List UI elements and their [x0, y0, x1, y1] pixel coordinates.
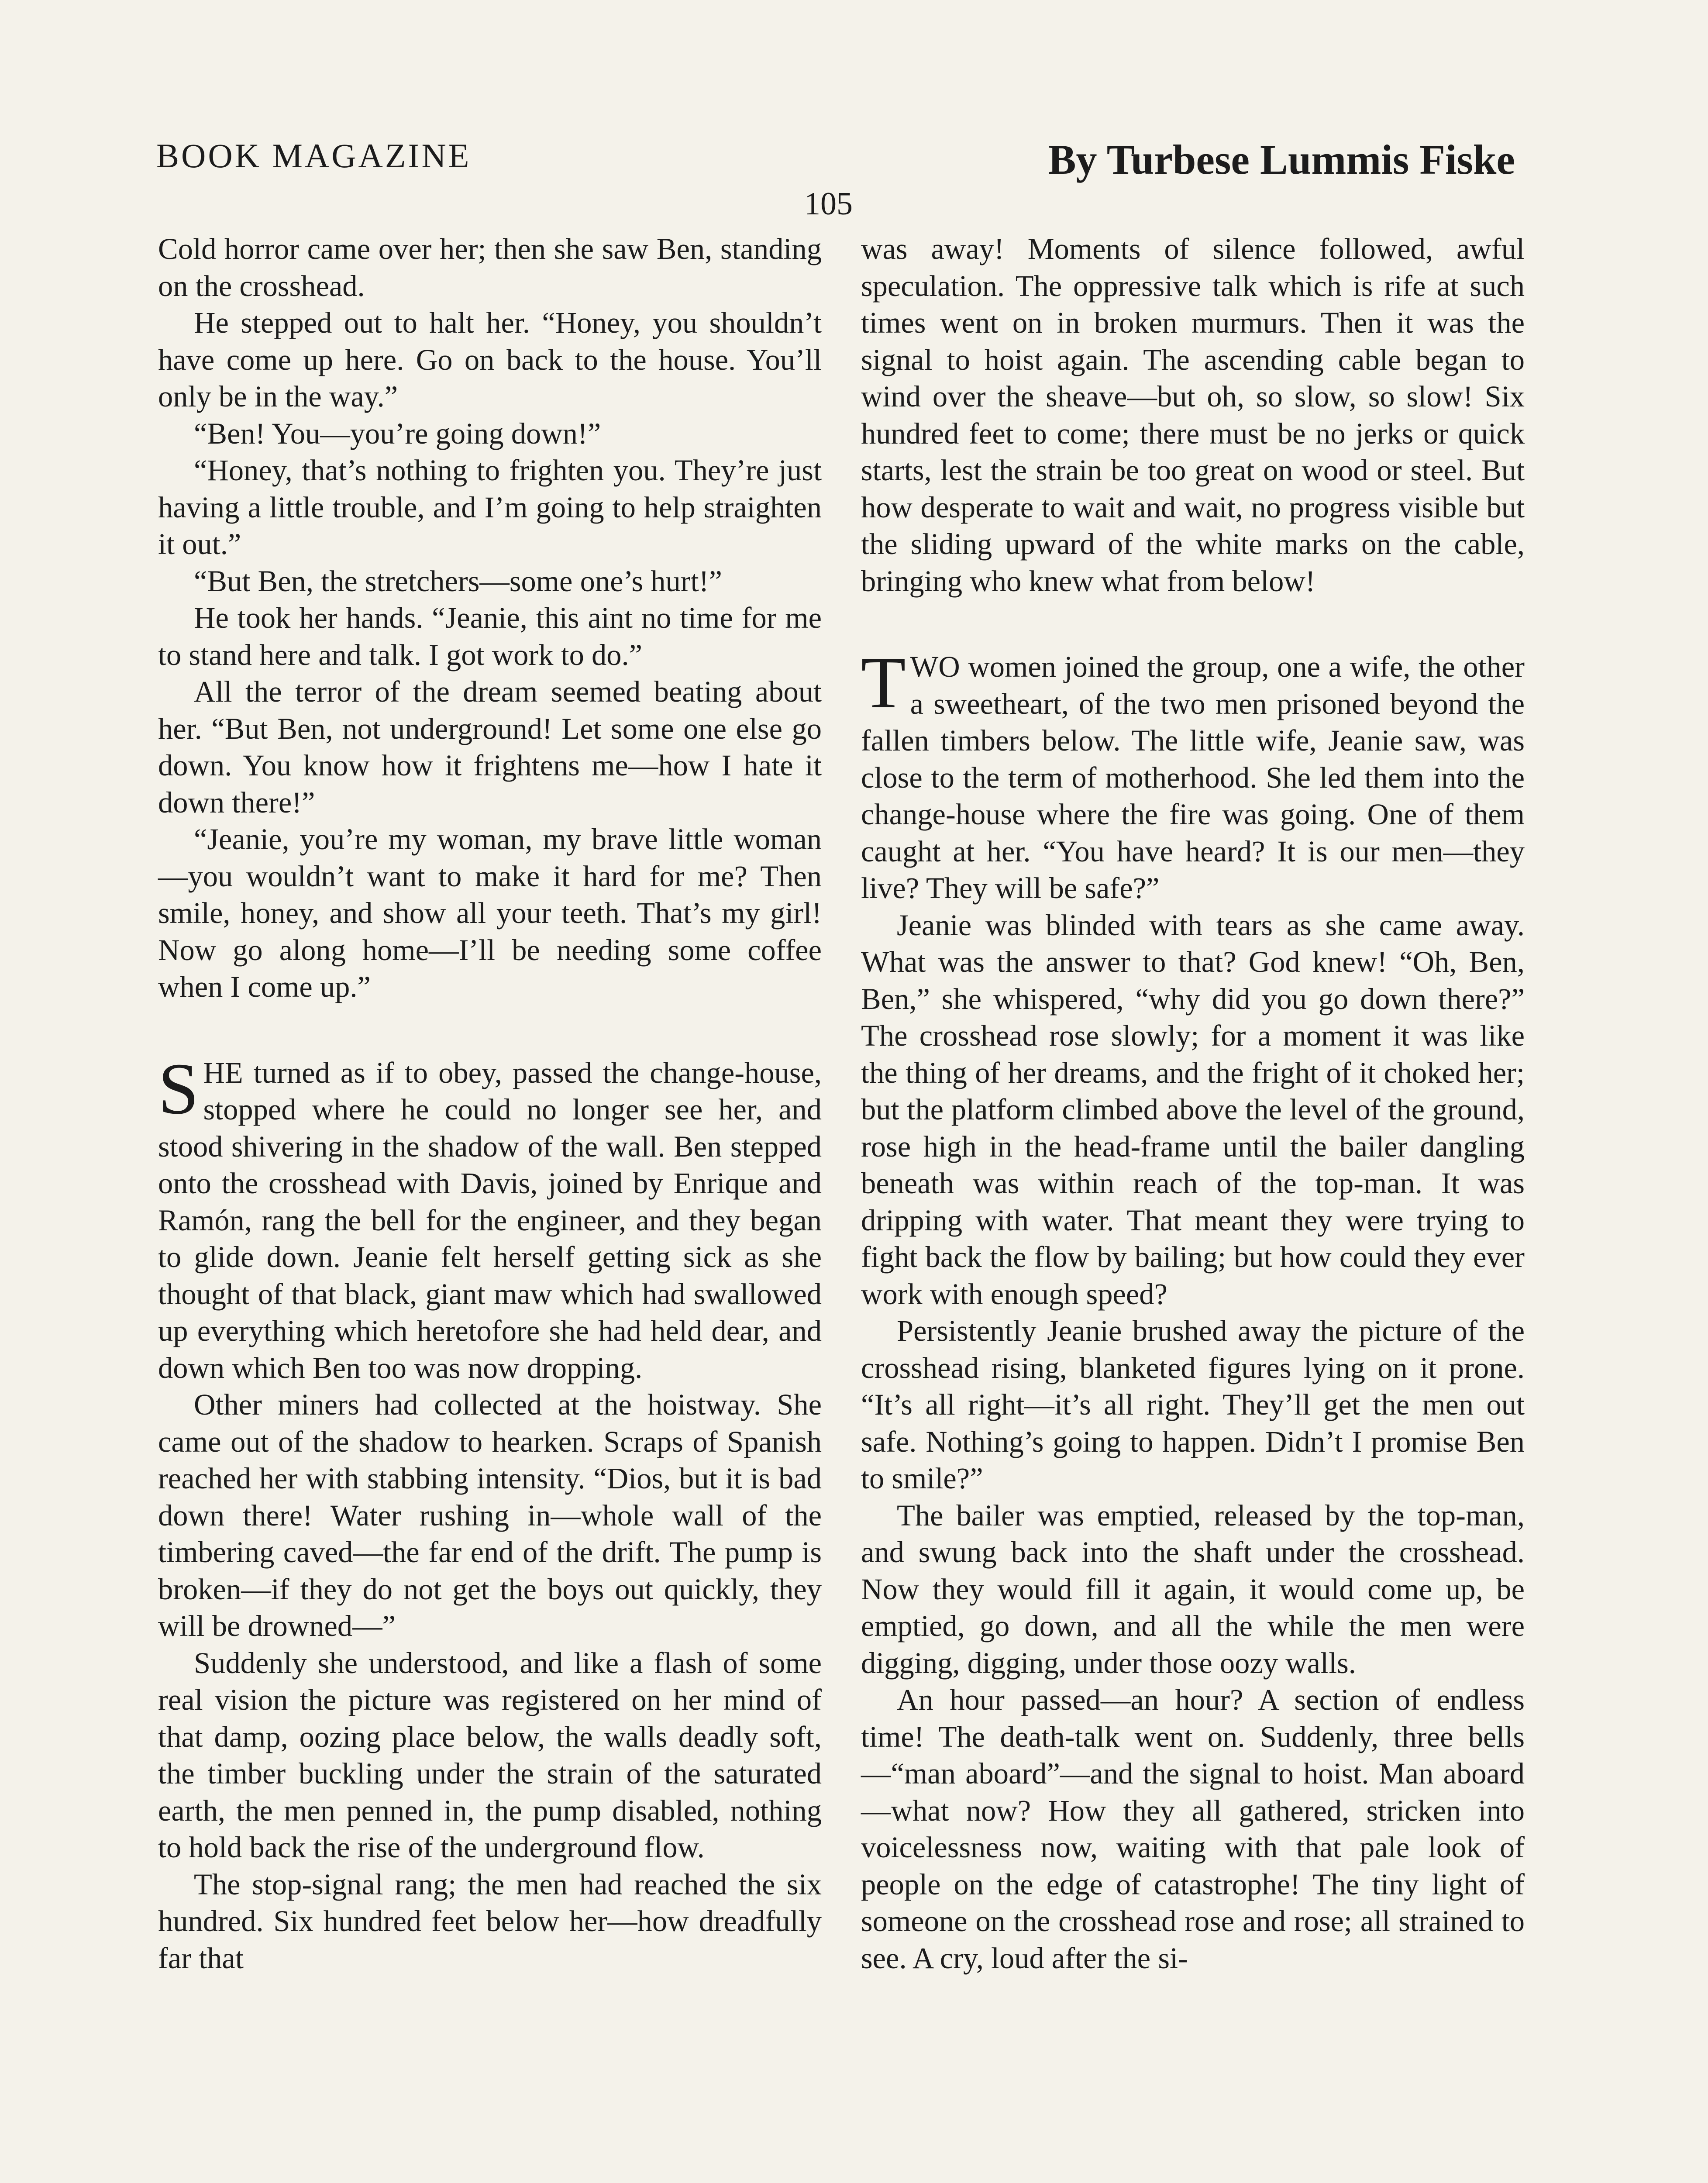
paragraph: “But Ben, the stretchers—some one’s hurt!”: [194, 564, 722, 598]
paragraph: The bailer was emptied, released by the top-man, and swung back into the shaft under the crosshead. Now they would fill it again, it would come up, be emptied, go down, and all the while the men were digging, digging, under those oozy walls.: [861, 1498, 1525, 1680]
right-column: [861, 231, 1525, 1976]
paragraph: “Honey, that’s nothing to frighten you. They’re just having a little trouble, and I’m going to help straighten it out.”: [158, 454, 822, 561]
paragraph: was away! Moments of silence followed, awful speculation. The oppressive talk which is rife at such times went on in broken murmurs. Then it was the signal to hoist again. The ascending cable began to wind over the sheave—but oh, so slow, so slow! Six hundred feet to come; there must be no jerks or quick starts, lest the strain be too great on wood or steel. But how desperate to wait and wait, no progress visible but the sliding upward of the white marks on the cable, bringing who knew what from below!: [861, 232, 1525, 598]
magazine-title: BOOK MAGAZINE: [156, 137, 472, 175]
author-byline: By Turbese Lummis Fiske: [1048, 136, 1515, 183]
section-text: HE turned as if to obey, passed the change-house, stopped where he could no longer see her, and stood shivering in the shadow of the wall. Ben stepped onto the crosshead with Davis, joined by Enrique and Ramón, rang the bell for the engineer, and they began to glide down. Jeanie felt herself getting sick as she thought of that black, giant maw which had swallowed up everything which heretofore she had held dear, and down which Ben too was now dropping.: [158, 1056, 822, 1384]
paragraph: “Jeanie, you’re my woman, my brave little woman—you wouldn’t want to make it hard for me? Then smile, honey, and show all your teeth. That’s my girl! Now go along home—I’ll be needing some coffee when I come up.”: [158, 823, 822, 1003]
paragraph: Cold horror came over her; then she saw Ben, standing on the crosshead.: [158, 232, 822, 303]
paragraph: Persistently Jeanie brushed away the picture of the crosshead rising, blanketed figures lying on it prone. “It’s all right—it’s all right. They’ll get the men out safe. Nothing’s going to happen. Didn’t I promise Ben to smile?”: [861, 1314, 1525, 1495]
paragraph: Other miners had collected at the hoistway. She came out of the shadow to hearken. Scraps of Spanish reached her with stabbing intensity. “Dios, but it is bad down there! Water rushing in—whole wall of the timbering caved—the far end of the drift. The pump is broken—if they do not get the boys out quickly, they will be drowned—”: [158, 1388, 822, 1642]
left-column: [158, 231, 822, 1976]
drop-cap: T: [861, 642, 906, 723]
paragraph: The stop-signal rang; the men had reached the six hundred. Six hundred feet below her—how dreadfully far that: [158, 1867, 822, 1975]
paragraph: An hour passed—an hour? A section of endless time! The death-talk went on. Suddenly, three bells—“man aboard”—and the signal to hoist. Man aboard—what now? How they all gathered, stricken into voicelessness now, waiting with that pale look of people on the edge of catastrophe! The tiny light of someone on the crosshead rose and rose; all strained to see. A cry, loud after the si-: [861, 1683, 1525, 1975]
paragraph: All the terror of the dream seemed beating about her. “But Ben, not underground! Let some one else go down. You know how it frightens me—how I hate it down there!”: [158, 675, 822, 819]
section-paragraph: [861, 642, 1525, 907]
page-number: 105: [804, 186, 853, 222]
paragraph: Suddenly she understood, and like a flash of some real vision the picture was registered on her mind of that damp, oozing place below, the walls deadly soft, the timber buckling under the strain of the saturated earth, the men penned in, the pump disabled, nothing to hold back the rise of the underground flow.: [158, 1646, 822, 1864]
paragraph: He took her hands. “Jeanie, this aint no time for me to stand here and talk. I got work to do.”: [158, 601, 822, 671]
section-paragraph: [158, 1048, 822, 1387]
paragraph: Jeanie was blinded with tears as she came away. What was the answer to that? God knew! “Oh, Ben, Ben,” she whispered, “why did you go down there?” The crosshead rose slowly; for a moment it was like the thing of her dreams, and the fright of it choked her; but the platform climbed above the level of the ground, rose high in the head-frame until the bailer dangling beneath was within reach of the top-man. It was dripping with water. That meant they were trying to fight back the flow by bailing; but how could they ever work with enough speed?: [861, 908, 1525, 1311]
section-text: WO women joined the group, one a wife, the other a sweetheart, of the two men prisoned beyond the fallen timbers below. The little wife, Jeanie saw, was close to the term of motherhood. She led them into the change-house where the fire was going. One of them caught at her. “You have heard? It is our men—they live? They will be safe?”: [861, 650, 1525, 905]
paragraph: He stepped out to halt her. “Honey, you shouldn’t have come up here. Go on back to the house. You’ll only be in the way.”: [158, 306, 822, 413]
paragraph: “Ben! You—you’re going down!”: [194, 417, 601, 450]
drop-cap: S: [158, 1048, 199, 1129]
